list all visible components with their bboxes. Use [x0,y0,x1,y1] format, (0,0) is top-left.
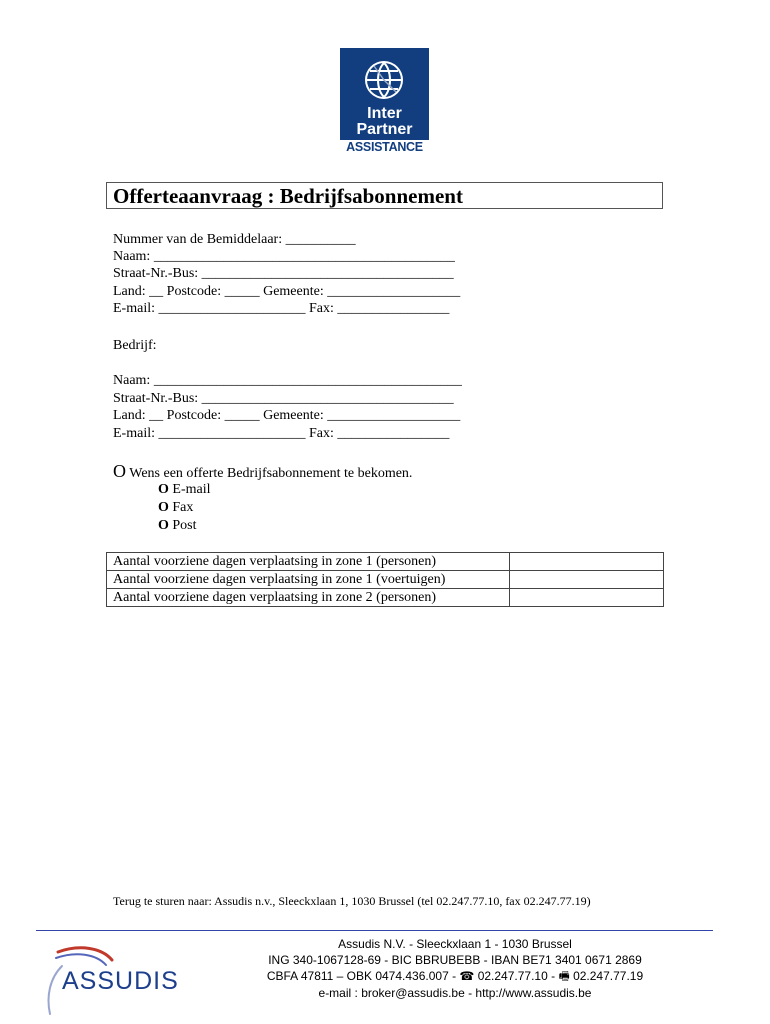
logo-text-assistance: ASSISTANCE [346,140,423,154]
option-post[interactable] [158,517,197,534]
company-name-field[interactable]: Naam: ____________________________________________ [113,373,462,388]
intermediary-number-field[interactable]: Nummer van de Bemiddelaar: __________ [113,232,356,247]
intermediary-street-field[interactable]: Straat-Nr.-Bus: ____________________________________ [113,266,454,281]
return-address: Terug te sturen naar: Assudis n.v., Sleeckxlaan 1, 1030 Brussel (tel 02.247.77.10, fax 02.247.77.19) [113,894,591,908]
table-row [107,571,664,589]
logo-background [340,48,429,140]
title-box [106,182,663,209]
zone-label-cell: Aantal voorziene dagen verplaatsing in zone 1 (personen) [107,553,510,571]
table-row [107,589,664,607]
inter-partner-logo [340,48,429,155]
option-fax[interactable] [158,499,193,516]
footer-divider [36,930,713,931]
offer-request-text: Wens een offerte Bedrijfsabonnement te bekomen. [129,466,413,481]
intermediary-name-field[interactable]: Naam: ___________________________________________ [113,249,455,264]
footer-bank: ING 340-1067128-69 - BIC BBRUBEBB - IBAN BE71 3401 0671 2869 [268,953,642,967]
globe-icon [362,58,406,102]
company-land-field[interactable]: Land: __ Postcode: _____ Gemeente: ___________________ [113,408,461,423]
option-email-label: E-mail [172,482,211,497]
option-post-label: Post [172,518,197,533]
company-street-field[interactable]: Straat-Nr.-Bus: ____________________________________ [113,391,454,406]
logo-text-partner: Partner [356,121,413,138]
zones-table [106,552,664,607]
zone-value-cell[interactable] [510,571,664,589]
option-post-checkbox[interactable]: O [158,518,169,533]
table-row [107,553,664,571]
page-title: Offerteaanvraag : Bedrijfsabonnement [113,184,463,208]
footer-registration: CBFA 47811 – OBK 0474.436.007 - ☎ 02.247.77.10 - 🖷 02.247.77.19 [266,969,644,983]
offer-checkbox[interactable]: O [113,461,126,481]
assudis-logo-text: ASSUDIS [62,967,179,995]
logo-text-inter: Inter [367,105,402,122]
zone-label-cell: Aantal voorziene dagen verplaatsing in zone 1 (voertuigen) [107,571,510,589]
zone-label-cell: Aantal voorziene dagen verplaatsing in zone 2 (personen) [107,589,510,607]
footer-address: Assudis N.V. - Sleeckxlaan 1 - 1030 Brussel [338,937,572,951]
offer-request-option[interactable] [113,462,412,483]
option-email[interactable] [158,481,211,498]
footer-contact: e-mail : broker@assudis.be - http://www.assudis.be [318,986,592,1000]
zone-value-cell[interactable] [510,553,664,571]
company-email-fax-field[interactable]: E-mail: _____________________ Fax: ________________ [113,426,450,441]
zone-value-cell[interactable] [510,589,664,607]
company-heading: Bedrijf: [113,338,157,353]
option-email-checkbox[interactable]: O [158,482,169,497]
intermediary-land-field[interactable]: Land: __ Postcode: _____ Gemeente: ___________________ [113,284,461,299]
intermediary-email-fax-field[interactable]: E-mail: _____________________ Fax: ________________ [113,301,450,316]
option-fax-checkbox[interactable]: O [158,500,169,515]
option-fax-label: Fax [172,500,194,515]
